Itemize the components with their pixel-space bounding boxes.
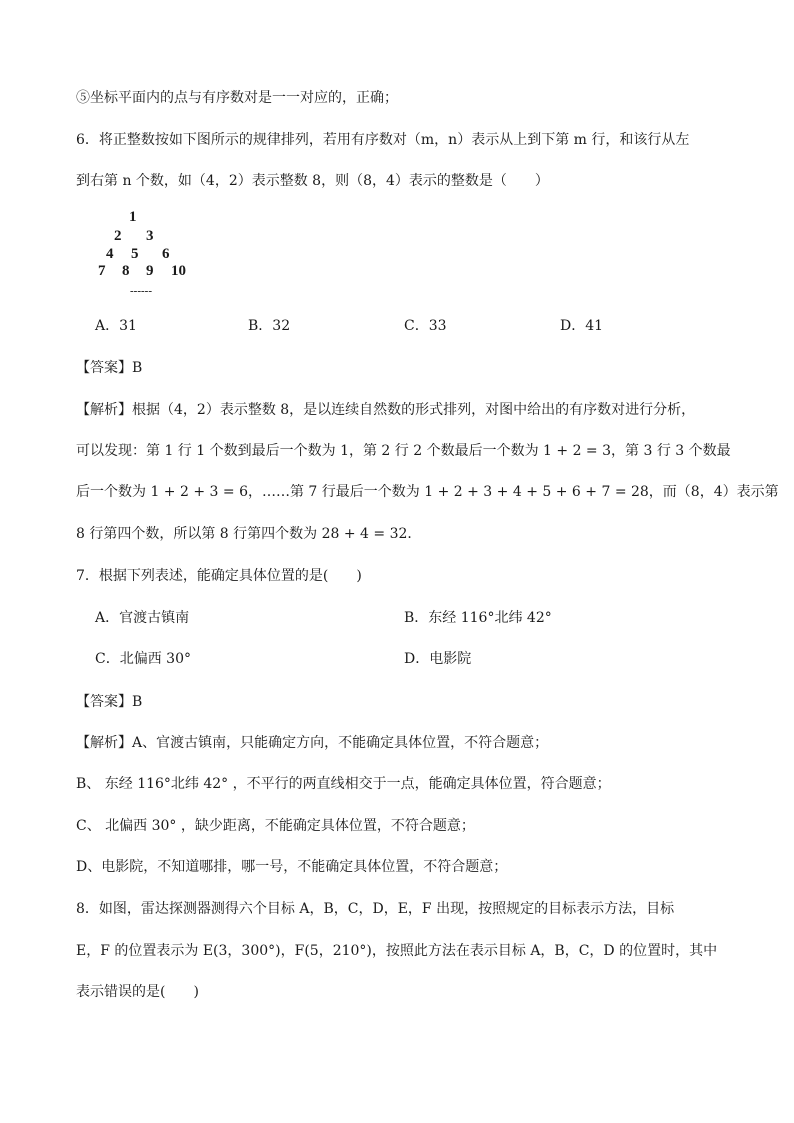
triangle-number: 6 — [162, 246, 170, 262]
triangle-number: 10 — [171, 263, 186, 279]
q6-analysis-line: 8 行第四个数，所以第 8 行第四个数为 28 + 4 = 32． — [76, 526, 422, 542]
q8-stem-line: 8．如图，雷达探测器测得六个目标 A，B，C，D，E，F 出现，按照规定的目标表示方法，目标 — [76, 901, 675, 917]
triangle-number: 2 — [114, 228, 122, 244]
q7-analysis-line: C、 北偏西 30° ，缺少距离，不能确定具体位置，不符合题意； — [76, 818, 475, 834]
q6-option-c: C．33 — [404, 318, 447, 334]
triangle-number: 7 — [98, 263, 106, 279]
q7-option-a: A．官渡古镇南 — [95, 610, 190, 626]
q7-option-d: D．电影院 — [404, 651, 472, 667]
q8-stem-line: E，F 的位置表示为 E(3，300°)，F(5，210°)，按照此方法在表示目标 A，B，C，D 的位置时，其中 — [76, 943, 718, 959]
triangle-number: 5 — [131, 246, 139, 262]
q7-answer: 【答案】B — [76, 694, 143, 710]
q5-statement: ⑤坐标平面内的点与有序数对是一一对应的，正确； — [76, 90, 398, 106]
q7-analysis-line: D、电影院，不知道哪排，哪一号，不能确定具体位置，不符合题意； — [76, 859, 508, 875]
q6-stem-line-2: 到右第 n 个数，如（4，2）表示整数 8，则（8，4）表示的整数是（ ） — [76, 173, 549, 189]
q7-stem: 7．根据下列表述，能确定具体位置的是( ) — [76, 568, 362, 584]
triangle-number: 9 — [146, 263, 154, 279]
triangle-number: 4 — [106, 246, 114, 262]
q8-stem-line: 表示错误的是( ) — [76, 984, 199, 1000]
number-triangle-figure — [92, 205, 202, 300]
triangle-number: 3 — [146, 228, 154, 244]
triangle-ellipsis: ------ — [130, 285, 152, 297]
q6-analysis-line: 【解析】根据（4，2）表示整数 8，是以连续自然数的形式排列，对图中给出的有序数对进行分析， — [76, 402, 696, 418]
q6-stem-line-1: 6．将正整数按如下图所示的规律排列，若用有序数对（m，n）表示从上到下第 m 行，和该行从左 — [76, 132, 690, 148]
q7-option-c: C．北偏西 30° — [95, 651, 191, 667]
q6-option-d: D．41 — [560, 318, 604, 334]
q6-option-a: A．31 — [95, 318, 137, 334]
q6-option-b: B．32 — [248, 318, 291, 334]
q7-analysis-line: B、 东经 116°北纬 42° ，不平行的两直线相交于一点，能确定具体位置，符合题意； — [76, 776, 611, 792]
q6-analysis-line: 后一个数为 1 + 2 + 3 = 6，……第 7 行最后一个数为 1 + 2 + 3 + 4 + 5 + 6 + 7 = 28，而（8，4）表示第 — [76, 484, 779, 500]
q7-analysis-line: 【解析】A、官渡古镇南，只能确定方向，不能确定具体位置，不符合题意； — [76, 735, 549, 751]
triangle-number: 1 — [129, 209, 137, 225]
triangle-number: 8 — [122, 263, 130, 279]
q6-answer: 【答案】B — [76, 360, 143, 376]
q6-analysis-line: 可以发现：第 1 行 1 个数到最后一个数为 1，第 2 行 2 个数最后一个数为 1 + 2 = 3，第 3 行 3 个数最 — [76, 443, 731, 459]
q7-option-b: B．东经 116°北纬 42° — [404, 610, 552, 626]
